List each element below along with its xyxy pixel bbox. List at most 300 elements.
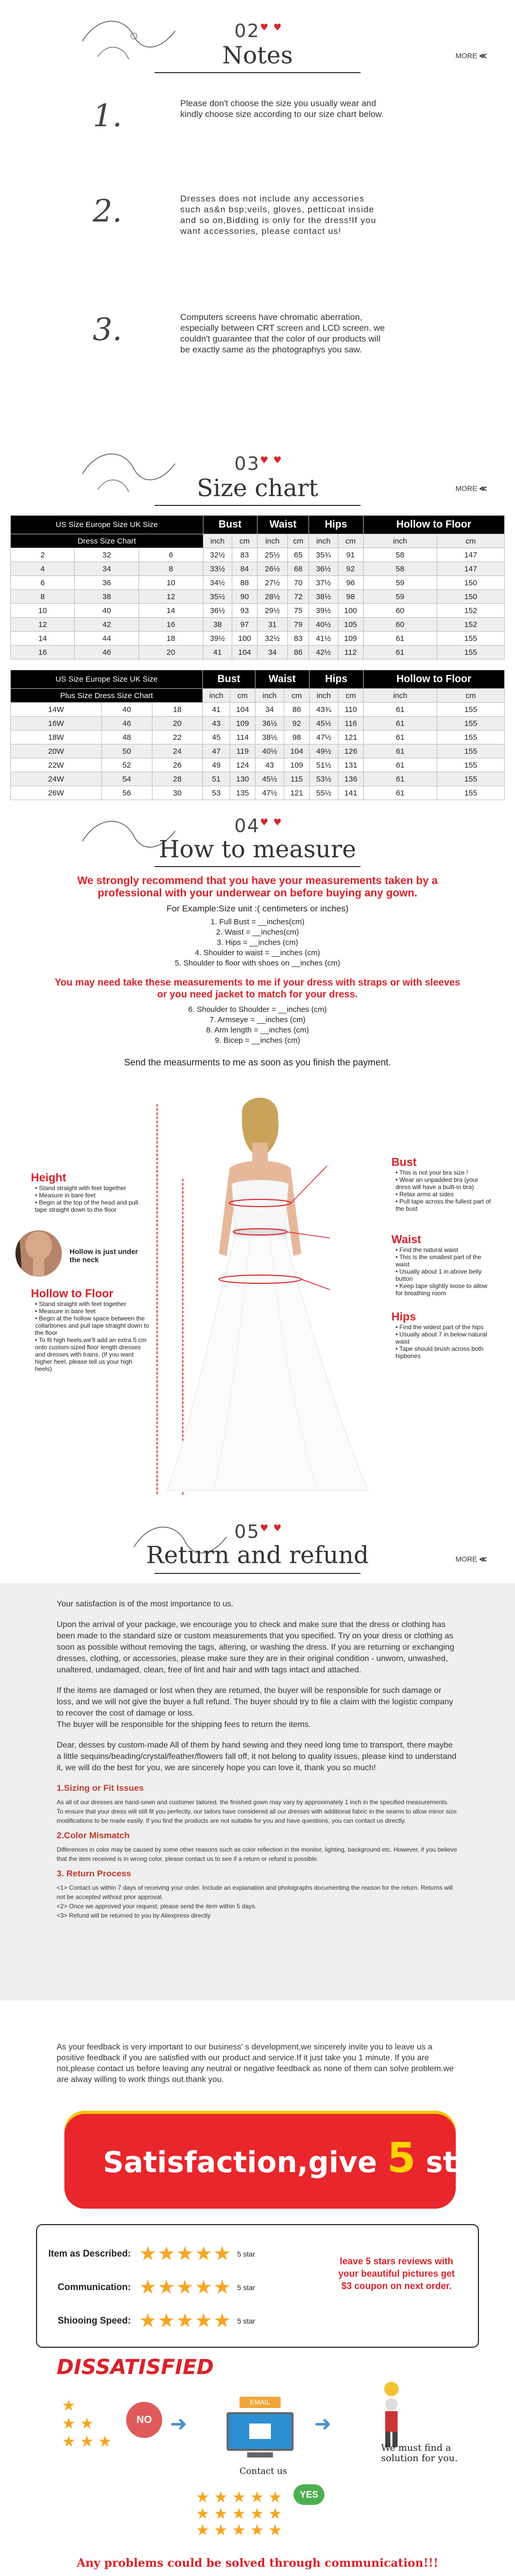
process-items: [57, 1883, 458, 1920]
table-cell: 136: [338, 772, 364, 786]
list-item: • Measure in bare feet: [35, 1308, 96, 1315]
list-item-text: This is not your bra size !: [399, 1169, 468, 1176]
table-cell: 47: [202, 744, 230, 758]
list-item-text: 5. Shoulder to floor with shoes on __inches (cm): [175, 959, 340, 968]
table-cell: 59: [363, 590, 437, 604]
section-number: 02♥ ♥: [234, 21, 283, 42]
measure-recommend: We strongly recommend that you have your measurements taken by a professional with your underwear on before buying any gown.: [77, 875, 438, 899]
table-cell: 36: [75, 576, 139, 590]
table-cell: 14W: [11, 703, 102, 717]
height-title: Height: [31, 1171, 66, 1184]
list-item: • Find the widest part of the hips: [396, 1324, 484, 1331]
list-item-text: Tape should brush across both hipbones: [396, 1345, 484, 1360]
table-cell: 155: [437, 632, 504, 646]
rating-stars: [139, 2276, 232, 2299]
table-cell: 46: [75, 646, 139, 659]
list-item: • Usually about 1 in.above belly button: [396, 1268, 482, 1282]
unit-cell: inch: [309, 534, 338, 548]
table-cell: 141: [338, 786, 364, 800]
rating-label: Item as Described:: [48, 2248, 131, 2259]
unit-cell: cm: [338, 534, 363, 548]
table-cell: 45½: [309, 717, 338, 731]
divider: [154, 505, 360, 506]
table-cell: 61: [364, 744, 437, 758]
table-cell: 43: [202, 717, 230, 731]
table-header-hips: Hips: [309, 516, 363, 534]
section-number: 05♥ ♥: [234, 1521, 283, 1543]
table-cell: 112: [338, 646, 363, 659]
table-cell: 119: [230, 744, 255, 758]
table-cell: 109: [284, 758, 310, 772]
table-cell: 40½: [309, 618, 338, 632]
table-body: [11, 703, 505, 800]
table-subheader-row: [11, 689, 505, 703]
table-cell: 65: [288, 548, 309, 562]
rating-row: [46, 2304, 255, 2337]
list-item: • Begin at the top of the head and pull tape straight down to the floor: [35, 1199, 139, 1213]
table-cell: 42½: [309, 646, 338, 659]
table-cell: 16: [139, 618, 203, 632]
table-cell: 51½: [309, 758, 338, 772]
table-cell: 46: [101, 717, 152, 731]
measure-list-1: [52, 917, 464, 969]
table-cell: 12: [139, 590, 203, 604]
table-cell: 34: [257, 646, 287, 659]
table-header-hollow: Hollow to Floor: [364, 670, 505, 689]
height-items: [31, 1184, 144, 1213]
list-item-text: To fit high heels,we'll add an extra 5 cm onto custom-sized floor length dresses and dresses with trains. (If you want higher heel, please tell us your high heels): [35, 1336, 147, 1372]
table-subheader-label: Plus Size Dress Size Chart: [11, 689, 203, 703]
list-item-text: Relax arms at sides: [399, 1191, 454, 1198]
table-cell: 25½: [257, 548, 287, 562]
table-cell: 75: [288, 604, 309, 618]
note-number: 3.: [93, 312, 123, 348]
return-p3: If the items are damaged or lost when they are returned, the buyer will be responsible for such damage or loss, and we will not give the buyer a full refund. The buyer should try to file a claim with the logistic company to recover the cost of damage or loss. The buyer will be responsible for the shipping fees to return the items.: [57, 1686, 453, 1729]
table-cell: 14: [139, 604, 203, 618]
table-cell: 61: [364, 703, 437, 717]
low-rating-stars: ★ ★ ★ ★ ★ ★: [62, 2397, 112, 2450]
table-cell: 8: [11, 590, 75, 604]
list-item: [52, 917, 464, 927]
list-item-text: Begin at the top of the head and pull tape straight down to the floor: [35, 1199, 139, 1213]
table-cell: 84: [232, 562, 258, 576]
table-cell: 155: [437, 744, 505, 758]
list-item: • This is not your bra size !: [396, 1169, 468, 1176]
unit-cell: cm: [230, 689, 255, 703]
height-note: [31, 1171, 144, 1213]
list-item-text: Keep tape slightly loose to allow for breathing room: [396, 1282, 488, 1297]
table-cell: 27½: [257, 576, 287, 590]
table-row: [11, 646, 505, 659]
table-cell: 41: [202, 703, 230, 717]
waist-note: [391, 1233, 494, 1297]
table-cell: 155: [437, 703, 505, 717]
note-text: Dresses does not include any accessories such as&n bsp;veils, gloves, petticoat inside and so on,Bidding is only for the dress!If you want accessories, please contact us!: [180, 194, 376, 236]
table-cell: 53½: [309, 772, 338, 786]
note-text: Computers screens have chromatic aberration, especially between CRT screen and LCD screen. we couldn't guarantee that the color of our products will be exactly same as the photographys you saw.: [180, 312, 385, 354]
table-cell: 6: [11, 576, 75, 590]
list-item: [52, 958, 464, 969]
more-link[interactable]: MORE ≪: [455, 1555, 487, 1563]
arrow-icon: ➜: [170, 2413, 187, 2435]
list-item: • Tape should brush across both hipbones: [396, 1345, 484, 1360]
unit-cell: cm: [232, 534, 258, 548]
notes-list: [0, 77, 515, 433]
note-number: 1.: [93, 98, 123, 134]
section-title: How to measure: [159, 835, 356, 863]
unit-cell: inch: [363, 534, 437, 548]
section-title: Notes: [222, 41, 293, 69]
table-cell: 147: [437, 548, 504, 562]
table-cell: 24W: [11, 772, 102, 786]
table-cell: 150: [437, 576, 504, 590]
star-icon: ★: [195, 2277, 214, 2298]
table-cell: 147: [437, 562, 504, 576]
more-link[interactable]: MORE ≪: [455, 484, 487, 493]
list-item-text: 6. Shoulder to Shoulder = __inches (cm): [188, 1005, 327, 1014]
table-cell: 43: [255, 758, 284, 772]
table-cell: 50: [101, 744, 152, 758]
process-title: 3. Return Process: [57, 1869, 131, 1878]
table-cell: 61: [364, 786, 437, 800]
table-cell: 35¾: [309, 548, 338, 562]
table-cell: 28½: [257, 590, 287, 604]
table-cell: 54: [101, 772, 152, 786]
table-cell: 10: [11, 604, 75, 618]
banner-number: 5: [387, 2134, 416, 2182]
table-header-row: [11, 670, 505, 689]
table-cell: 110: [338, 703, 364, 717]
table-cell: 16W: [11, 717, 102, 731]
table-cell: 61: [364, 731, 437, 744]
star-icon: ★: [139, 2277, 158, 2298]
table-cell: 68: [288, 562, 309, 576]
no-label: NO: [136, 2414, 152, 2426]
table-cell: 124: [230, 758, 255, 772]
table-cell: 32½: [203, 548, 232, 562]
list-item: • Wear an unpadded bra (your dress will have a built-in bra): [396, 1176, 478, 1191]
star-icon: ★: [158, 2310, 177, 2332]
table-cell: 20: [139, 646, 203, 659]
dress-figure: [152, 1083, 373, 1506]
table-cell: 18: [139, 632, 203, 646]
table-cell: 41: [203, 646, 232, 659]
list-item-text: <3> Refund will be returned to you by Aliexpress directly: [57, 1912, 211, 1919]
table-cell: 38: [203, 618, 232, 632]
table-cell: 70: [288, 576, 309, 590]
list-item-text: Stand straight with feet together: [39, 1184, 126, 1192]
sizing-title: 1.Sizing or Fit Issues: [57, 1783, 144, 1793]
size-table-plus: [10, 670, 505, 800]
feedback-text: As your feedback is very important to our business' s development,we sincerely invite you to leave us a positive feedback if you are satisfied with our product and service.If it just take you 1 minute. If you are not,please contact us before leaving any neutral or negative feedback as none of them can solve problem.we are alway willing to work things out.thank you.: [57, 2043, 454, 2084]
monitor-icon: [227, 2412, 294, 2451]
list-item-text: Measure in bare feet: [39, 1308, 96, 1315]
table-body: [11, 548, 505, 659]
unit-cell: cm: [437, 689, 505, 703]
table-row: [11, 731, 505, 744]
table-cell: 100: [232, 632, 258, 646]
measure-header: [0, 805, 515, 875]
five-star-rows: ★ ★ ★ ★ ★ ★ ★ ★ ★ ★ ★ ★ ★ ★ ★: [196, 2489, 282, 2539]
unit-cell: cm: [437, 534, 504, 548]
htf-note: [31, 1287, 149, 1372]
table-cell: 51: [202, 772, 230, 786]
return-p2: Upon the arrival of your package, we encourage you to check and make sure that the dress or clothing has been made to the standard size or custom measurements that you specified. Try on your dress or clothing as soon as possible without removing the tags, altering, or washing the dress. If you are returning or exchanging dresses, clothing, or accessories, please make sure they are in their original condition - unworn, unwashed, unaltered, undamaged, clean, free of lint and hair and with tags intact and attached.: [57, 1620, 454, 1674]
table-cell: 86: [284, 703, 310, 717]
table-header-sizes: US Size Europe Size UK Size: [11, 670, 203, 689]
contact-us-label[interactable]: Contact us: [239, 2466, 287, 2477]
bust-note: [391, 1156, 494, 1212]
list-item: [52, 1036, 464, 1046]
table-cell: 16: [11, 646, 75, 659]
table-cell: 93: [232, 604, 258, 618]
table-cell: 10: [139, 576, 203, 590]
rating-tag: 5 star: [237, 2316, 255, 2325]
divider: [154, 72, 360, 73]
table-cell: 6: [139, 548, 203, 562]
table-cell: 49: [202, 758, 230, 772]
list-item-text: Stand straight with feet together: [39, 1300, 126, 1308]
table-cell: 130: [230, 772, 255, 786]
table-cell: 116: [338, 717, 364, 731]
banner-text: [103, 2134, 490, 2182]
table-cell: 30: [152, 786, 202, 800]
more-link[interactable]: MORE ≪: [455, 52, 487, 60]
size-table-regular: [10, 515, 505, 659]
neck-photo-icon: [15, 1230, 62, 1277]
table-cell: 61: [363, 646, 437, 659]
table-cell: 12: [11, 618, 75, 632]
table-row: [11, 632, 505, 646]
dissatisfied-section: [0, 2350, 515, 2576]
list-item-text: <2> Once we approved your request, please send the item within 5 days.: [57, 1903, 257, 1910]
unit-cell: cm: [288, 534, 309, 548]
table-cell: 22W: [11, 758, 102, 772]
list-item: • Pull tape across the fullest part of the bust: [396, 1198, 491, 1212]
envelope-icon: [249, 2424, 271, 2439]
table-cell: 135: [230, 786, 255, 800]
table-cell: 126: [338, 744, 364, 758]
list-item: • To fit high heels,we'll add an extra 5 cm onto custom-sized floor length dresses and dresses with trains. (If you want higher heel, please tell us your high heels): [35, 1336, 147, 1372]
rating-stars: [139, 2309, 232, 2332]
list-item-text: Usually about 7 in.below natural waist: [396, 1331, 487, 1345]
table-cell: 18W: [11, 731, 102, 744]
yes-badge: [294, 2484, 324, 2505]
table-cell: 98: [338, 590, 363, 604]
star-icon: ★: [158, 2243, 177, 2265]
table-cell: 34½: [203, 576, 232, 590]
table-cell: 104: [230, 703, 255, 717]
list-item-text: Find the widest part of the hips: [399, 1324, 484, 1331]
bust-title: Bust: [391, 1156, 417, 1168]
table-cell: 109: [230, 717, 255, 731]
return-header: [0, 1506, 515, 1583]
table-cell: 34: [75, 562, 139, 576]
list-item: • Measure in bare feet: [35, 1192, 96, 1199]
list-item: • Relax arms at sides: [396, 1191, 454, 1198]
table-cell: 14: [11, 632, 75, 646]
list-item-text: Measure in bare feet: [39, 1192, 96, 1199]
list-item-text: 2. Waist = __inches(cm): [216, 928, 299, 937]
note-text: Please don't choose the size you usually wear and kindly choose size according to our size chart below.: [180, 98, 384, 119]
table-row: [11, 786, 505, 800]
notes-header: [0, 0, 515, 77]
table-cell: 83: [232, 548, 258, 562]
list-item: [52, 1025, 464, 1036]
star-icon: ★: [176, 2243, 195, 2265]
unit-cell: inch: [255, 689, 284, 703]
email-tag: [239, 2397, 281, 2408]
table-cell: 56: [101, 786, 152, 800]
table-cell: 32: [75, 548, 139, 562]
table-cell: 44: [75, 632, 139, 646]
table-cell: 98: [284, 731, 310, 744]
table-cell: 92: [284, 717, 310, 731]
list-item: • Begin at the hollow space between the collarbones and pull tape straight down to the floor: [35, 1315, 149, 1336]
hips-items: [391, 1324, 494, 1360]
section-title: Return and refund: [146, 1541, 369, 1569]
measure-send: Send the measurments to me as soon as you finish the payment.: [124, 1057, 391, 1067]
measure-strap-note: You may need take these measurements to me if your dress with straps or with sleeves or you need jacket to match for your dress.: [55, 977, 460, 1000]
table-cell: 47½: [309, 731, 338, 744]
table-cell: 45: [202, 731, 230, 744]
list-item-text: Find the natural waist: [399, 1246, 458, 1253]
table-cell: 58: [363, 562, 437, 576]
table-cell: 36½: [309, 562, 338, 576]
table-cell: 90: [232, 590, 258, 604]
list-item: • Usually about 7 in.below natural waist: [396, 1331, 487, 1345]
table-cell: 20: [152, 717, 202, 731]
table-cell: 31: [257, 618, 287, 632]
table-cell: 22: [152, 731, 202, 744]
table-cell: 39½: [309, 604, 338, 618]
table-cell: 18: [152, 703, 202, 717]
table-cell: 104: [232, 646, 258, 659]
list-item-text: 7. Armseye = __inches (cm): [209, 1015, 306, 1024]
table-row: [11, 618, 505, 632]
no-badge: [126, 2402, 162, 2438]
size-table-plus-wrap: [0, 670, 515, 800]
table-cell: 40½: [255, 744, 284, 758]
email-computer: [216, 2397, 304, 2464]
list-item-text: <1> Contact us within 7 days of receiving your order. Include an explanation and photographs documenting the reason for the return. Returns will not be accepted without prior approval.: [57, 1884, 453, 1901]
table-cell: 8: [139, 562, 203, 576]
table-cell: 33½: [203, 562, 232, 576]
table-row: [11, 717, 505, 731]
htf-items: [31, 1300, 149, 1372]
table-cell: 155: [437, 786, 505, 800]
size-table-regular-wrap: [0, 515, 515, 659]
table-cell: 52: [101, 758, 152, 772]
table-cell: 150: [437, 590, 504, 604]
table-cell: 131: [338, 758, 364, 772]
table-cell: 38: [75, 590, 139, 604]
table-cell: 43¾: [309, 703, 338, 717]
ratings-list: [46, 2237, 255, 2337]
list-item: • Keep tape slightly loose to allow for breathing room: [396, 1282, 488, 1297]
table-cell: 61: [364, 717, 437, 731]
hollow-photo: [15, 1230, 62, 1277]
list-item: [52, 1015, 464, 1025]
yes-label: YES: [299, 2489, 319, 2500]
table-cell: 61: [364, 758, 437, 772]
table-cell: 60: [363, 604, 437, 618]
list-item-text: 4. Shoulder to waist = __inches (cm): [195, 948, 320, 957]
rating-row: [46, 2270, 255, 2304]
list-item-text: Wear an unpadded bra (your dress will have a built-in bra): [396, 1176, 478, 1191]
unit-cell: inch: [364, 689, 437, 703]
email-label: EMAIL: [250, 2398, 270, 2406]
list-item: • Stand straight with feet together: [35, 1300, 126, 1308]
table-header-bust: Bust: [202, 670, 255, 689]
table-cell: 155: [437, 772, 505, 786]
unit-cell: inch: [309, 689, 338, 703]
promo-text: leave 5 stars reviews with your beautiful pictures get $3 coupon on next order.: [338, 2256, 455, 2291]
table-cell: 72: [288, 590, 309, 604]
waist-items: [391, 1246, 494, 1297]
color-title: 2.Color Mismatch: [57, 1831, 130, 1840]
list-item: [57, 1902, 458, 1911]
unit-cell: cm: [338, 689, 364, 703]
dissatisfied-title: DISSATISFIED: [57, 2355, 214, 2379]
list-item-text: This is the smallest part of the waist: [396, 1253, 482, 1268]
list-item-text: 9. Bicep = __inches (cm): [215, 1036, 300, 1045]
table-cell: 152: [437, 604, 504, 618]
hips-title: Hips: [391, 1310, 416, 1323]
htf-title: Hollow to Floor: [31, 1287, 114, 1300]
list-item: • Find the natural waist: [396, 1246, 458, 1253]
table-cell: 105: [338, 618, 363, 632]
person-idea-icon: [371, 2376, 412, 2448]
return-p4: Dear, desses by custom-made All of them by hand sewing and they need long time to transport, there maybe a little sequins/beading/crystal/feather/flowers fall off, it not belong to quality issues, please kind to understand it, we will do the best for you, we are sincerely hope you can love it, thank you so much!: [57, 1741, 457, 1772]
table-cell: 26½: [257, 562, 287, 576]
table-cell: 32½: [257, 632, 287, 646]
table-cell: 42: [75, 618, 139, 632]
table-cell: 61: [363, 632, 437, 646]
unit-cell: inch: [257, 534, 287, 548]
table-cell: 61: [364, 772, 437, 786]
measure-example: For Example:Size unit :( centimeters or inches): [166, 904, 349, 913]
table-cell: 97: [232, 618, 258, 632]
rating-label: Communication:: [58, 2282, 131, 2292]
star-icon: ★: [195, 2243, 214, 2265]
dissatisfied-footer: Any problems could be solved through communication!!!: [76, 2556, 439, 2570]
table-cell: 39½: [203, 632, 232, 646]
table-cell: 155: [437, 717, 505, 731]
note-number: 2.: [93, 193, 123, 229]
bust-items: [391, 1169, 494, 1212]
star-icon: ★: [195, 2310, 214, 2332]
table-cell: 36½: [203, 604, 232, 618]
table-row: [11, 703, 505, 717]
rating-stars: [139, 2242, 232, 2265]
unit-cell: cm: [284, 689, 310, 703]
table-cell: 100: [338, 604, 363, 618]
table-row: [11, 548, 505, 562]
list-item-text: 3. Hips = __inches (cm): [217, 938, 298, 947]
table-cell: 114: [230, 731, 255, 744]
star-icon: ★: [139, 2243, 158, 2265]
table-cell: 104: [284, 744, 310, 758]
list-item: [57, 1883, 458, 1902]
table-cell: 24: [152, 744, 202, 758]
banner-text-right: star: [425, 2146, 491, 2179]
measure-instructions: [0, 875, 515, 1068]
monitor-stand: [247, 2452, 273, 2458]
return-policy: [0, 1583, 515, 2001]
satisfaction-banner: [0, 2100, 515, 2219]
table-header-hollow: Hollow to Floor: [363, 516, 504, 534]
